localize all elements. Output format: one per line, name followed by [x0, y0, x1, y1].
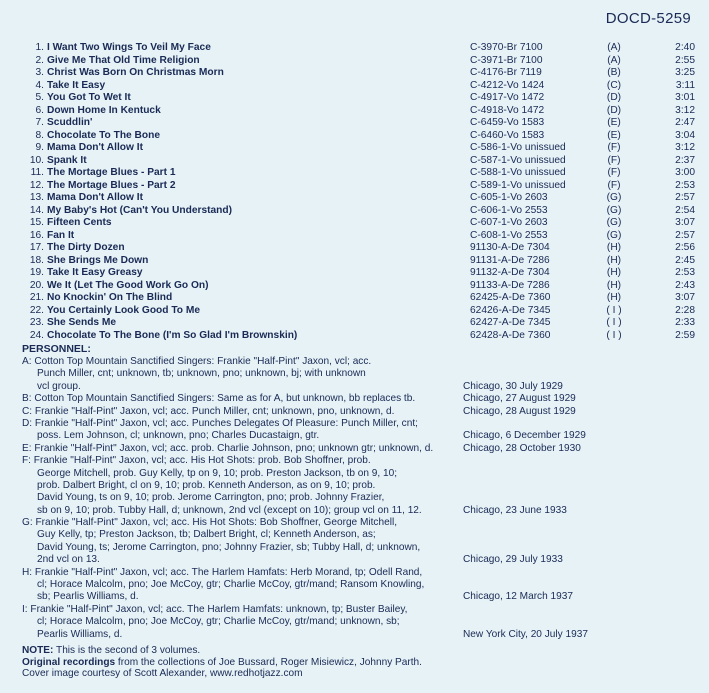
track-duration: 2:40 [675, 42, 695, 53]
track-matrix: 62427-A-De 7345 [470, 317, 551, 328]
track-session-group: ( I ) [606, 317, 622, 328]
personnel-line: Guy Kelly, tp; Preston Jackson, tb; Dalbert Bright, cl; Kenneth Anderson, as; [37, 529, 376, 541]
personnel-entry [22, 418, 692, 443]
track-row [22, 42, 702, 55]
track-session-group: (F) [607, 167, 621, 178]
track-session-group: (F) [607, 179, 621, 191]
track-duration: 2:43 [675, 279, 695, 291]
track-number: 18. [29, 254, 44, 266]
track-duration: 2:28 [675, 304, 695, 316]
track-title: Fan It [47, 229, 75, 241]
track-number: 17. [29, 242, 44, 253]
personnel-line: G: Frankie "Half-Pint" Jaxon, vcl; acc. His Hot Shots: Bob Shoffner, George Mitchell, [22, 517, 397, 529]
track-matrix: C-608-1-Vo 2553 [470, 229, 548, 241]
track-title: The Dirty Dozen [47, 242, 125, 253]
track-row [22, 180, 702, 193]
track-number: 9. [35, 142, 44, 153]
track-row [22, 205, 702, 218]
track-title: Scuddlin' [47, 117, 93, 128]
track-number: 21. [29, 292, 44, 303]
personnel-entry [22, 604, 692, 641]
track-number: 6. [35, 104, 44, 116]
track-title: She Brings Me Down [47, 254, 149, 266]
track-session-group: (H) [606, 279, 622, 291]
track-title: Take It Easy [47, 79, 106, 91]
track-number: 19. [29, 267, 44, 278]
track-duration: 2:45 [675, 254, 695, 266]
track-duration: 2:47 [675, 117, 695, 128]
recording-place-date: Chicago, 28 August 1929 [463, 405, 576, 417]
personnel-entry [22, 517, 692, 567]
track-session-group: (H) [606, 267, 622, 278]
track-title: We It (Let The Good Work Go On) [47, 279, 209, 291]
track-list [22, 42, 702, 342]
track-matrix: C-586-1-Vo unissued [470, 142, 566, 153]
original-recordings-label: Original recordings [22, 656, 116, 668]
personnel-line: H: Frankie "Half-Pint" Jaxon, vcl; acc. The Harlem Hamfats: Herb Morand, tp; Odell Rand, [22, 566, 423, 578]
track-matrix: C-589-1-Vo unissued [470, 179, 566, 191]
track-session-group: (H) [606, 254, 622, 266]
track-duration: 2:54 [675, 204, 695, 216]
track-row [22, 242, 702, 255]
track-matrix: 91132-A-De 7304 [470, 267, 550, 278]
track-duration: 2:57 [675, 229, 695, 241]
track-session-group: (G) [606, 192, 622, 203]
personnel-line: sb on 9, 10; prob. Tubby Hall, d; unknown, 2nd vcl (except on 10); group vcl on 11, 12. [37, 504, 422, 516]
recording-place-date: Chicago, 28 October 1930 [463, 442, 581, 454]
track-matrix: C-587-1-Vo unissued [470, 154, 566, 166]
note-label: NOTE: [22, 645, 54, 656]
track-matrix: C-4212-Vo 1424 [470, 79, 545, 91]
track-row [22, 330, 702, 343]
personnel-line: cl; Horace Malcolm, pno; Joe McCoy, gtr; Charlie McCoy, gtr/mand; Ransom Knowling, [37, 579, 425, 591]
recording-place-date: Chicago, 29 July 1933 [463, 554, 563, 566]
recording-place-date: Chicago, 6 December 1929 [463, 430, 586, 442]
personnel-entry [22, 567, 692, 604]
track-duration: 3:12 [675, 142, 695, 153]
track-duration: 2:55 [675, 54, 695, 66]
personnel-section [22, 343, 692, 641]
track-duration: 3:07 [675, 217, 695, 228]
track-session-group: (E) [607, 117, 621, 128]
personnel-line: 2nd vcl on 13. [37, 554, 100, 566]
personnel-line: C: Frankie "Half-Pint" Jaxon, vcl; acc. Punch Miller, cnt; unknown, pno, unknown, d. [22, 405, 395, 417]
track-title: The Mortage Blues - Part 2 [47, 179, 176, 191]
track-number: 4. [35, 79, 44, 91]
personnel-line: E: Frankie "Half-Pint" Jaxon, vcl; acc. prob. Charlie Johnson, pno; unknown gtr; unknown, d. [22, 442, 434, 454]
track-session-group: (A) [607, 54, 621, 66]
track-matrix: C-607-1-Vo 2603 [470, 217, 548, 228]
track-row [22, 105, 702, 118]
track-number: 2. [35, 54, 44, 66]
track-session-group: (F) [607, 154, 621, 166]
track-duration: 2:59 [675, 329, 695, 341]
note-line [22, 645, 692, 657]
recording-place-date: New York City, 20 July 1937 [463, 628, 588, 640]
track-title: Mama Don't Allow It [47, 142, 143, 153]
track-number: 10. [29, 154, 44, 166]
personnel-line: cl; Horace Malcolm, pno; Joe McCoy, gtr; Charlie McCoy, gtr/mand; unknown, sb; [37, 616, 400, 628]
track-session-group: (C) [606, 79, 622, 91]
track-duration: 2:53 [675, 179, 695, 191]
track-matrix: C-588-1-Vo unissued [470, 167, 566, 178]
track-title: Christ Was Born On Christmas Morn [47, 67, 224, 78]
track-number: 1. [35, 42, 44, 53]
track-matrix: 62425-A-De 7360 [470, 292, 551, 303]
track-number: 15. [29, 217, 44, 228]
track-duration: 2:53 [675, 267, 695, 278]
track-title: Fifteen Cents [47, 217, 112, 228]
track-duration: 3:01 [675, 92, 695, 103]
track-row [22, 305, 702, 318]
track-number: 3. [35, 67, 44, 78]
track-session-group: (D) [606, 104, 622, 116]
track-title: Mama Don't Allow It [47, 192, 143, 203]
catalog-number: DOCD-5259 [605, 10, 691, 27]
track-title: Chocolate To The Bone (I'm So Glad I'm Brownskin) [47, 329, 298, 341]
track-duration: 2:57 [675, 192, 695, 203]
track-row [22, 255, 702, 268]
personnel-line: F: Frankie "Half-Pint" Jaxon, vcl; acc. His Hot Shots: prob. Bob Shoffner, prob. [22, 455, 371, 467]
track-session-group: (F) [607, 142, 621, 153]
personnel-entry [22, 455, 692, 517]
track-number: 5. [35, 92, 44, 103]
personnel-entry [22, 393, 692, 405]
personnel-line: D: Frankie "Half-Pint" Jaxon, vcl; acc. Punches Delegates Of Pleasure: Punch Miller, cnt; [22, 417, 418, 429]
track-session-group: (B) [607, 67, 621, 78]
track-duration: 2:56 [675, 242, 695, 253]
track-session-group: (D) [606, 92, 622, 103]
track-matrix: 91131-A-De 7286 [470, 254, 550, 266]
track-session-group: (G) [606, 229, 622, 241]
personnel-line: A: Cotton Top Mountain Sanctified Singers: Frankie "Half-Pint" Jaxon, vcl; acc. [22, 356, 372, 367]
personnel-line: vcl group. [37, 380, 81, 392]
track-number: 13. [29, 192, 44, 203]
personnel-line: I: Frankie "Half-Pint" Jaxon, vcl; acc. The Harlem Hamfats: unknown, tp; Buster Bailey, [22, 603, 408, 615]
track-duration: 3:25 [675, 67, 695, 78]
note-text: This is the second of 3 volumes. [53, 645, 201, 656]
track-matrix: 62428-A-De 7360 [470, 329, 551, 341]
track-duration: 3:07 [675, 292, 695, 303]
track-number: 23. [29, 317, 44, 328]
footer-notes [22, 645, 692, 680]
track-number: 11. [30, 167, 44, 178]
track-title: She Sends Me [47, 317, 117, 328]
personnel-heading: PERSONNEL: [22, 343, 91, 355]
track-session-group: (E) [607, 129, 621, 141]
recording-place-date: Chicago, 27 August 1929 [463, 393, 576, 405]
track-number: 7. [35, 117, 44, 128]
track-title: Take It Easy Greasy [47, 267, 143, 278]
track-matrix: C-4176-Br 7119 [470, 67, 542, 78]
recording-place-date: Chicago, 23 June 1933 [463, 504, 567, 516]
track-matrix: C-4917-Vo 1472 [470, 92, 545, 103]
personnel-entry [22, 443, 692, 455]
track-row [22, 130, 702, 143]
track-duration: 3:11 [675, 79, 695, 91]
track-duration: 3:04 [675, 129, 695, 141]
track-row [22, 192, 702, 205]
track-number: 16. [29, 229, 44, 241]
personnel-line: Pearlis Williams, d. [37, 628, 123, 640]
track-row [22, 55, 702, 68]
track-title: Give Me That Old Time Religion [47, 54, 200, 66]
track-number: 8. [35, 129, 44, 141]
track-session-group: (G) [606, 204, 622, 216]
cover-credit: Cover image courtesy of Scott Alexander, www.redhotjazz.com [22, 668, 303, 679]
personnel-entry [22, 356, 692, 393]
track-row [22, 292, 702, 305]
track-duration: 3:00 [675, 167, 695, 178]
track-session-group: (H) [606, 242, 622, 253]
track-matrix: C-3970-Br 7100 [470, 42, 543, 53]
track-matrix: 62426-A-De 7345 [470, 304, 551, 316]
track-duration: 3:12 [675, 104, 695, 116]
track-row [22, 230, 702, 243]
track-row [22, 67, 702, 80]
track-row [22, 317, 702, 330]
track-row [22, 117, 702, 130]
personnel-line: Punch Miller, cnt; unknown, tb; unknown, pno; unknown, bj; with unknown [37, 368, 366, 380]
track-matrix: 91133-A-De 7286 [470, 279, 550, 291]
track-row [22, 92, 702, 105]
personnel-line: David Young, ts on 9, 10; prob. Jerome Carrington, pno; prob. Johnny Frazier, [37, 492, 385, 504]
track-title: Spank It [47, 154, 87, 166]
personnel-line: prob. Dalbert Bright, cl on 9, 10; prob. Kenneth Anderson, as on 9, 10; prob. [37, 479, 376, 491]
track-row [22, 267, 702, 280]
track-session-group: (A) [607, 42, 621, 53]
personnel-entry [22, 406, 692, 418]
track-number: 20. [29, 279, 44, 291]
track-matrix: 91130-A-De 7304 [470, 242, 550, 253]
track-title: I Want Two Wings To Veil My Face [47, 42, 211, 53]
track-matrix: C-4918-Vo 1472 [470, 104, 545, 116]
track-matrix: C-606-1-Vo 2553 [470, 204, 548, 216]
track-row [22, 280, 702, 293]
personnel-line: B: Cotton Top Mountain Sanctified Singers: Same as for A, but unknown, bb replaces tb. [22, 393, 416, 405]
personnel-line: poss. Lem Johnson, cl; unknown, pno; Charles Ducastaign, gtr. [37, 430, 320, 442]
track-session-group: (H) [606, 292, 622, 303]
track-number: 22. [29, 304, 44, 316]
track-duration: 2:33 [675, 317, 695, 328]
track-row [22, 80, 702, 93]
track-number: 14. [29, 204, 44, 216]
personnel-list [22, 356, 692, 641]
track-session-group: ( I ) [606, 304, 622, 316]
track-row [22, 167, 702, 180]
track-title: Down Home In Kentuck [47, 104, 161, 116]
track-matrix: C-6460-Vo 1583 [470, 129, 545, 141]
track-row [22, 142, 702, 155]
track-title: Chocolate To The Bone [47, 129, 161, 141]
track-title: My Baby's Hot (Can't You Understand) [47, 204, 233, 216]
track-title: You Got To Wet It [47, 92, 131, 103]
original-recordings-text: from the collections of Joe Bussard, Roger Misiewicz, Johnny Parth. [115, 656, 422, 668]
track-number: 24. [29, 329, 44, 341]
track-duration: 2:37 [675, 154, 695, 166]
track-row [22, 155, 702, 168]
track-title: The Mortage Blues - Part 1 [47, 167, 176, 178]
track-matrix: C-3971-Br 7100 [470, 54, 543, 66]
track-number: 12. [29, 179, 44, 191]
track-title: You Certainly Look Good To Me [47, 304, 200, 316]
personnel-line: sb; Pearlis Williams, d. [37, 591, 139, 603]
personnel-line: George Mitchell, prob. Guy Kelly, tp on 9, 10; prob. Preston Jackson, tb on 9, 10; [37, 467, 398, 479]
original-recordings-line [22, 657, 692, 669]
track-matrix: C-605-1-Vo 2603 [470, 192, 548, 203]
personnel-line: David Young, ts; Jerome Carrington, pno; Johnny Frazier, sb; Tubby Hall, d; unknown, [37, 541, 421, 553]
recording-place-date: Chicago, 12 March 1937 [463, 591, 573, 603]
track-row [22, 217, 702, 230]
track-session-group: ( I ) [606, 329, 622, 341]
track-session-group: (G) [606, 217, 622, 228]
track-matrix: C-6459-Vo 1583 [470, 117, 545, 128]
track-title: No Knockin' On The Blind [47, 292, 173, 303]
recording-place-date: Chicago, 30 July 1929 [463, 380, 563, 392]
